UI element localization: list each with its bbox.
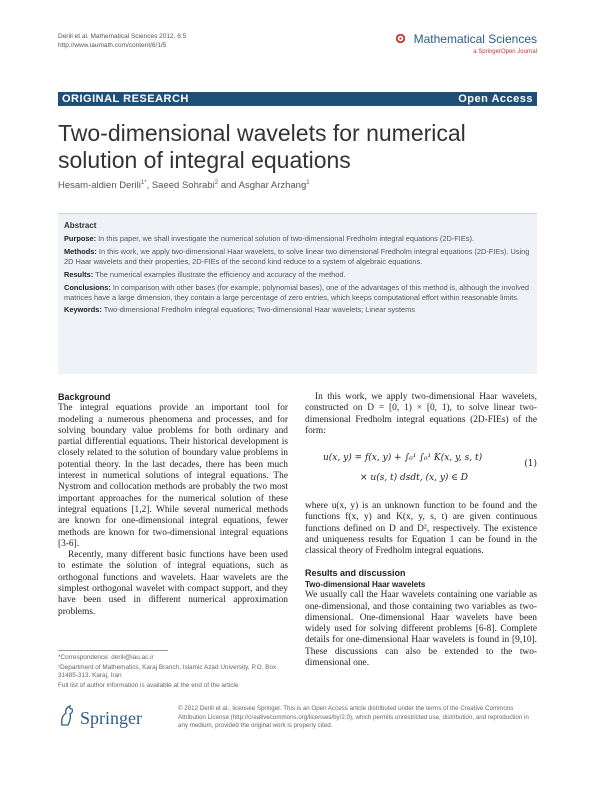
publisher-name: Springer (80, 708, 142, 728)
author-list: Hesam-aldien Derili$^{1*}$, Saeed Sohrabi$^2$ and Asghar Arzhang$^1$ (58, 180, 310, 192)
equation-number: (1) (524, 459, 537, 470)
abstract-label: Results: (64, 269, 94, 279)
paper-title: Two-dimensional wavelets for numerical solution of integral equations (58, 120, 466, 173)
brand-subtitle: a SpringerOpen Journal (473, 49, 537, 56)
author-affiliation-mark: 2 (214, 180, 219, 186)
footnote-divider (58, 650, 168, 651)
section-heading-results: Results and discussion (305, 567, 406, 578)
abstract-text: Two-dimensional Fredholm integral equations; Two-dimensional Haar wavelets; Linear systems (103, 305, 415, 315)
abstract-text: In comparison with other bases (for example, polynomial bases), one of the advantages of this method is, although the involved matrices have a large dimension, they contain a large percentage of zero entries, which keeps computational effort within reasonable limits. (64, 282, 530, 302)
equation-line: u(x, y) = f(x, y) + ∫₀¹ ∫₀¹ K(x, y, s, t) (323, 453, 483, 464)
equation-line: × u(s, t) dsdt, (x, y) ∈ D (360, 473, 469, 484)
abstract-label: Purpose: (64, 234, 97, 244)
author-name: Hesam-aldien Derili (58, 180, 141, 192)
body-paragraph: where u(x, y) is an unknown function to be found and the functions f(x, y) and K(x, y, s, t) are given continuous functions defined on D and D², respectively. The existence and uniqueness results for Equation 1 can be found in the classical theory of Fredholm integral equations. (305, 501, 537, 557)
journal-url[interactable]: http://www.iaumath.com/content/6/1/5 (58, 42, 167, 49)
abstract-results (64, 270, 531, 280)
right-column (305, 392, 537, 669)
abstract-purpose (64, 234, 531, 244)
affiliation-note: ¹Department of Mathematics, Karaj Branch, Islamic Azad University, P.O. Box 31485-313, Karaj, Iran (58, 663, 277, 679)
springer-horse-icon (58, 705, 76, 732)
journal-brand (396, 30, 537, 55)
abstract-keywords (64, 305, 531, 315)
abstract-text: The numerical examples illustrate the efficiency and accuracy of the method. (95, 269, 346, 279)
abstract-text: In this work, we apply two-dimensional Haar wavelets, to solve linear two dimensional Fredholm integral equations (2D-FIEs). Using 2D Haar wavelets and their properties, 2D-FIEs of the second kind reduce to a system of algebraic equations. (64, 246, 530, 267)
journal-logo-icon (396, 30, 405, 48)
abstract-heading: Abstract (64, 221, 97, 230)
author-affiliation-mark: 1 (306, 180, 310, 186)
abstract-label: Keywords: (64, 305, 102, 315)
body-paragraph: In this work, we apply two-dimensional Haar wavelets, constructed on D = [0, 1) × [0, 1), to solve linear two-dimensional Fredholm integral equations (2D-FIEs) of the form: (305, 392, 537, 436)
section-heading-background: Background (58, 392, 111, 402)
abstract-label: Conclusions: (64, 282, 111, 292)
body-paragraph: Recently, many different basic functions have been used to estimate the solution of integral equations, such as orthogonal functions and wavelets. Haar wavelets are the simplest orthogonal wavelet with compact support, and they have been used in different numerical approximation problems. (58, 550, 288, 617)
body-paragraph: We usually call the Haar wavelets containing one variable as one-dimensional, and those containing two variables as two-dimensional. One-dimensional Haar wavelets have been widely used for solving different problems [6-8]. Complete details for one-dimensional Haar wavelets is found in [9,10]. These discussions can also be extended to the two-dimensional one. (305, 590, 537, 669)
journal-header (58, 32, 186, 50)
body-paragraph: The integral equations provide an important tool for modeling a numerous phenomena and processes, and for solving boundary value problems for both ordinary and partial differential equations. Their historical development is closely related to the solution of boundary value problems in potential theory. In the last decades, there has been much interest in numerical solutions of integral equations. The Nystrom and collocation methods are probably the two most important approaches for the numerical solution of these integral equations [1,2]. While several numerical methods are known for one-dimensional integral equations, fewer methods are known for two-dimensional integral equations [3-6]. (58, 403, 288, 549)
abstract-conclusions (64, 283, 531, 303)
publisher-logo (58, 705, 142, 732)
abstract-box (58, 213, 537, 374)
footnotes (58, 654, 288, 691)
author-info-note: Full list of author information is available at the end of the article (58, 681, 239, 689)
author-name: Saeed Sohrabi (151, 180, 215, 192)
correspondence-note: *Correspondence: derili@iau.ac.ir (58, 654, 154, 661)
article-type-label: ORIGINAL RESEARCH (62, 93, 189, 105)
author-affiliation-mark: 1* (140, 180, 147, 186)
open-access-label: Open Access (458, 93, 533, 105)
author-name: and Asghar Arzhang (220, 180, 307, 192)
abstract-label: Methods: (64, 246, 97, 256)
brand-title: Mathematical Sciences (413, 32, 537, 46)
abstract-text: In this paper, we shall investigate the numerical solution of two-dimensional Fredholm integral equations (2D-FIEs). (98, 234, 474, 244)
journal-citation: Derili et al. Mathematical Sciences 2012, 6:5 (58, 33, 187, 40)
copyright-notice: © 2012 Derili et al.; licensee Springer. This is an Open Access article distributed under the terms of the Creative Commons Attribution License (http://creativecommons.org/licenses/by/2.0), which permits unrestricted use, distribution, and reproduction in any medium, provided the original work is properly cited. (178, 705, 529, 729)
article-type-banner (58, 92, 537, 106)
equation-1 (305, 447, 537, 489)
abstract-methods (64, 247, 531, 267)
left-column (58, 392, 288, 618)
subsection-heading-haar: Two-dimensional Haar wavelets (305, 579, 426, 589)
